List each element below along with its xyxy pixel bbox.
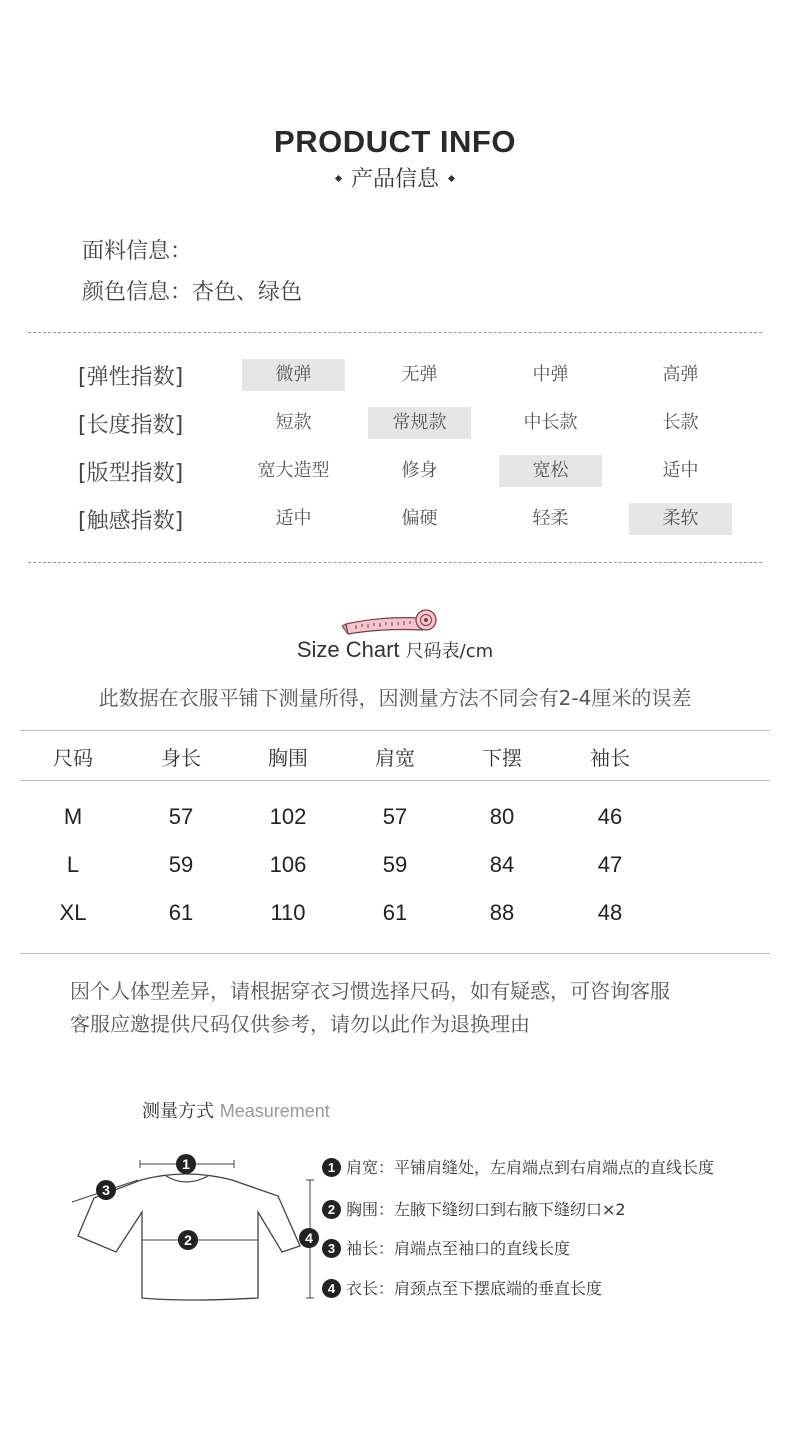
table-header-cell: 袖长 <box>590 746 630 770</box>
diamond-icon <box>448 174 455 181</box>
number-badge-icon: 4 <box>322 1279 341 1298</box>
index-label-fit: [版型指数] <box>78 461 184 486</box>
diamond-icon <box>335 174 342 181</box>
number-badge-icon: 2 <box>322 1200 341 1219</box>
index-option: 柔软 <box>629 503 732 535</box>
table-cell: 48 <box>597 900 623 925</box>
table-header-cell: 肩宽 <box>375 746 415 770</box>
index-option: 高弹 <box>662 364 699 385</box>
measurement-title <box>142 1097 330 1123</box>
table-cell: 46 <box>597 804 623 829</box>
table-cell: M <box>63 804 83 829</box>
number-badge-icon: 1 <box>322 1158 341 1177</box>
table-header-cell: 胸围 <box>268 746 308 770</box>
page-subtitle <box>0 162 790 193</box>
measurement-item <box>322 1276 602 1299</box>
measurement-item-text: 胸围：左腋下缝纫口到右腋下缝纫口×2 <box>346 1200 626 1219</box>
page-title: PRODUCT INFO <box>274 124 516 159</box>
measurement-item <box>322 1155 714 1178</box>
measurement-item-text: 袖长：肩端点至袖口的直线长度 <box>346 1239 571 1258</box>
index-option: 无弹 <box>401 364 438 385</box>
index-option: 中长款 <box>523 412 578 433</box>
index-option: 修身 <box>401 460 438 481</box>
index-option: 宽大造型 <box>257 460 330 481</box>
table-cell: 88 <box>489 900 515 925</box>
index-option: 常规款 <box>368 407 471 439</box>
index-option: 适中 <box>275 508 312 529</box>
table-header-cell: 下摆 <box>482 746 522 770</box>
table-cell: 59 <box>168 852 194 877</box>
size-chart-title-en: Size Chart <box>296 637 400 662</box>
index-option: 偏硬 <box>401 508 438 529</box>
index-option: 轻柔 <box>532 508 569 529</box>
measurement-title-zh: 测量方式 <box>142 1101 214 1122</box>
index-option: 短款 <box>275 412 312 433</box>
measurement-title-en: Measurement <box>219 1101 330 1121</box>
table-cell: 106 <box>269 852 307 877</box>
measurement-item <box>322 1197 626 1220</box>
diagram-label-sleeve: 3 <box>102 1182 110 1198</box>
diagram-label-chest: 2 <box>184 1232 192 1248</box>
index-option: 长款 <box>662 412 699 433</box>
index-option: 微弹 <box>242 359 345 391</box>
measurement-item <box>322 1236 570 1259</box>
size-chart-title-zh: 尺码表/cm <box>405 641 494 662</box>
table-cell: 47 <box>597 852 623 877</box>
measurement-item-text: 衣长：肩颈点至下摆底端的垂直长度 <box>346 1279 603 1298</box>
color-info: 颜色信息：杏色、绿色 <box>82 280 303 305</box>
index-label-length: [长度指数] <box>78 413 184 438</box>
number-badge-icon: 3 <box>322 1239 341 1258</box>
fabric-info: 面料信息： <box>82 239 193 264</box>
measurement-note: 此数据在衣服平铺下测量所得，因测量方法不同会有2-4厘米的误差 <box>98 686 692 710</box>
divider <box>28 562 762 563</box>
table-cell: 110 <box>270 900 306 925</box>
table-bottom-border <box>20 953 770 954</box>
divider <box>28 332 762 333</box>
table-cell: 80 <box>489 804 515 829</box>
table-cell: 84 <box>489 852 515 877</box>
table-cell: 61 <box>382 900 408 925</box>
disclaimer-line: 客服应邀提供尺码仅供参考，请勿以此作为退换理由 <box>70 1012 530 1036</box>
table-header-cell: 身长 <box>161 746 201 770</box>
index-option: 宽松 <box>499 455 602 487</box>
table-cell: L <box>66 852 80 877</box>
table-cell: 57 <box>168 804 194 829</box>
shirt-measurement-diagram <box>66 1146 322 1306</box>
subtitle-text: 产品信息 <box>350 167 439 192</box>
index-label-touch: [触感指数] <box>78 509 184 534</box>
tape-measure-icon <box>342 604 442 636</box>
table-top-border <box>20 730 770 731</box>
table-cell: 59 <box>382 852 408 877</box>
table-cell: 102 <box>269 804 307 829</box>
table-cell: 61 <box>168 900 194 925</box>
disclaimer-line: 因个人体型差异，请根据穿衣习惯选择尺码，如有疑惑，可咨询客服 <box>70 979 670 1003</box>
table-header-border <box>20 780 770 781</box>
diagram-label-shoulder: 1 <box>182 1156 190 1172</box>
size-chart-title <box>0 637 790 663</box>
measurement-item-text: 肩宽：平铺肩缝处，左肩端点到右肩端点的直线长度 <box>346 1158 715 1177</box>
index-option: 中弹 <box>532 364 569 385</box>
table-header-cell: 尺码 <box>53 746 93 770</box>
diagram-label-length: 4 <box>305 1230 313 1246</box>
index-option: 适中 <box>662 460 699 481</box>
index-label-elasticity: [弹性指数] <box>78 365 184 390</box>
table-cell: XL <box>59 900 87 925</box>
table-cell: 57 <box>382 804 408 829</box>
